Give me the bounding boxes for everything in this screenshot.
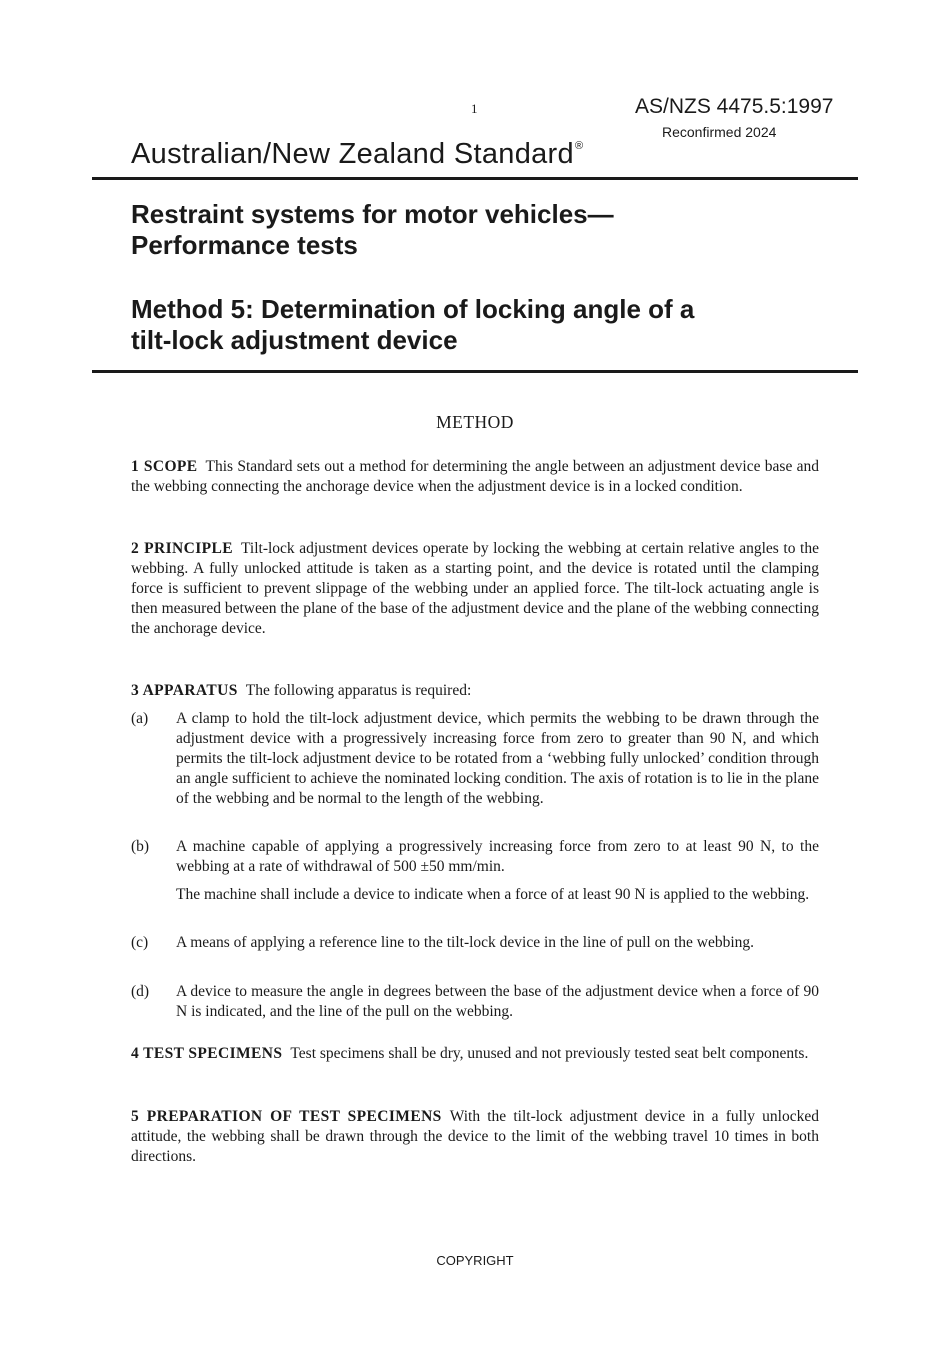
item-label: (a) [131, 710, 149, 727]
document-title [131, 199, 831, 261]
specimens-label: 4 TEST SPECIMENS [131, 1045, 283, 1062]
preparation-label: 5 PREPARATION OF TEST SPECIMENS [131, 1108, 442, 1125]
method-title [131, 294, 831, 356]
copyright-footer: COPYRIGHT [436, 1253, 514, 1268]
standard-id: AS/NZS 4475.5:1997 [635, 95, 834, 118]
apparatus-label: 3 APPARATUS [131, 682, 238, 699]
item-note: The machine shall include a device to indicate when a force of at least 90 N is applied to the webbing. [176, 886, 810, 903]
scope-clause [131, 457, 819, 497]
principle-clause [131, 539, 819, 639]
preparation-clause [131, 1107, 819, 1167]
item-text: A device to measure the angle in degrees between the base of the adjustment device when a force of 90 N is indicated, and the line of the pull on the webbing. [176, 983, 819, 1020]
apparatus-item-b [131, 837, 819, 877]
specimens-clause [131, 1044, 819, 1064]
page-number: 1 [471, 101, 478, 116]
principle-label: 2 PRINCIPLE [131, 540, 233, 557]
section-heading: METHOD [436, 412, 514, 432]
specimens-text: Test specimens shall be dry, unused and not previously tested seat belt components. [290, 1045, 809, 1062]
title-line-2: Performance tests [131, 230, 358, 260]
method-title-line-2: tilt-lock adjustment device [131, 325, 458, 355]
item-text: A clamp to hold the tilt-lock adjustment device, which permits the webbing to be drawn through the adjustment device with a progressively increasing force from zero to greater than 90 N, and which permits the tilt-lock adjustment device to be rotated from a ‘webbing fully unlocked’ condition through an angle sufficient to achieve the nominated locking condition. The axis of rotation is to lie in the plane of the webbing and be normal to the length of the webbing. [176, 710, 819, 807]
title-line-1: Restraint systems for motor vehicles— [131, 199, 614, 229]
principle-text: Tilt-lock adjustment devices operate by locking the webbing at certain relative angles to the webbing. A fully unlocked attitude is taken as a starting point, and the device is rotated until the clamping force is sufficient to prevent slippage of the webbing under an applied force. The tilt-lock actuating angle is then measured between the plane of the base of the adjustment device and the plane of the webbing connecting the anchorage device. [131, 540, 819, 637]
scope-label: 1 SCOPE [131, 458, 198, 475]
preparation-text: With the tilt-lock adjustment device in a fully unlocked attitude, the webbing shall be drawn through the device to the limit of the webbing travel 10 times in both directions. [131, 1108, 819, 1165]
apparatus-item-c [131, 933, 819, 953]
reconfirmed-note: Reconfirmed 2024 [662, 124, 777, 140]
apparatus-item-b-note [131, 885, 819, 905]
item-text: A means of applying a reference line to the tilt-lock device in the line of pull on the webbing. [176, 934, 755, 951]
item-label: (d) [131, 983, 150, 1000]
item-label: (b) [131, 838, 150, 855]
bottom-rule [92, 370, 858, 373]
apparatus-text: The following apparatus is required: [245, 682, 472, 699]
scope-text: This Standard sets out a method for determining the angle between an adjustment device base and the webbing connecting the anchorage device when the adjustment device is in a locked condition. [131, 458, 819, 495]
method-title-line-1: Method 5: Determination of locking angle of a [131, 294, 695, 324]
organization-title [131, 138, 583, 171]
item-label: (c) [131, 934, 149, 951]
top-rule [92, 177, 858, 180]
apparatus-item-d [131, 982, 819, 1022]
item-text: A machine capable of applying a progressively increasing force from zero to at least 90 N, to the webbing at a rate of withdrawal of 500 ±50 mm/min. [176, 838, 819, 875]
apparatus-clause [131, 681, 819, 701]
apparatus-item-a [131, 709, 819, 809]
registered-mark: ® [574, 140, 584, 152]
organization-name: Australian/New Zealand Standard [131, 138, 574, 170]
